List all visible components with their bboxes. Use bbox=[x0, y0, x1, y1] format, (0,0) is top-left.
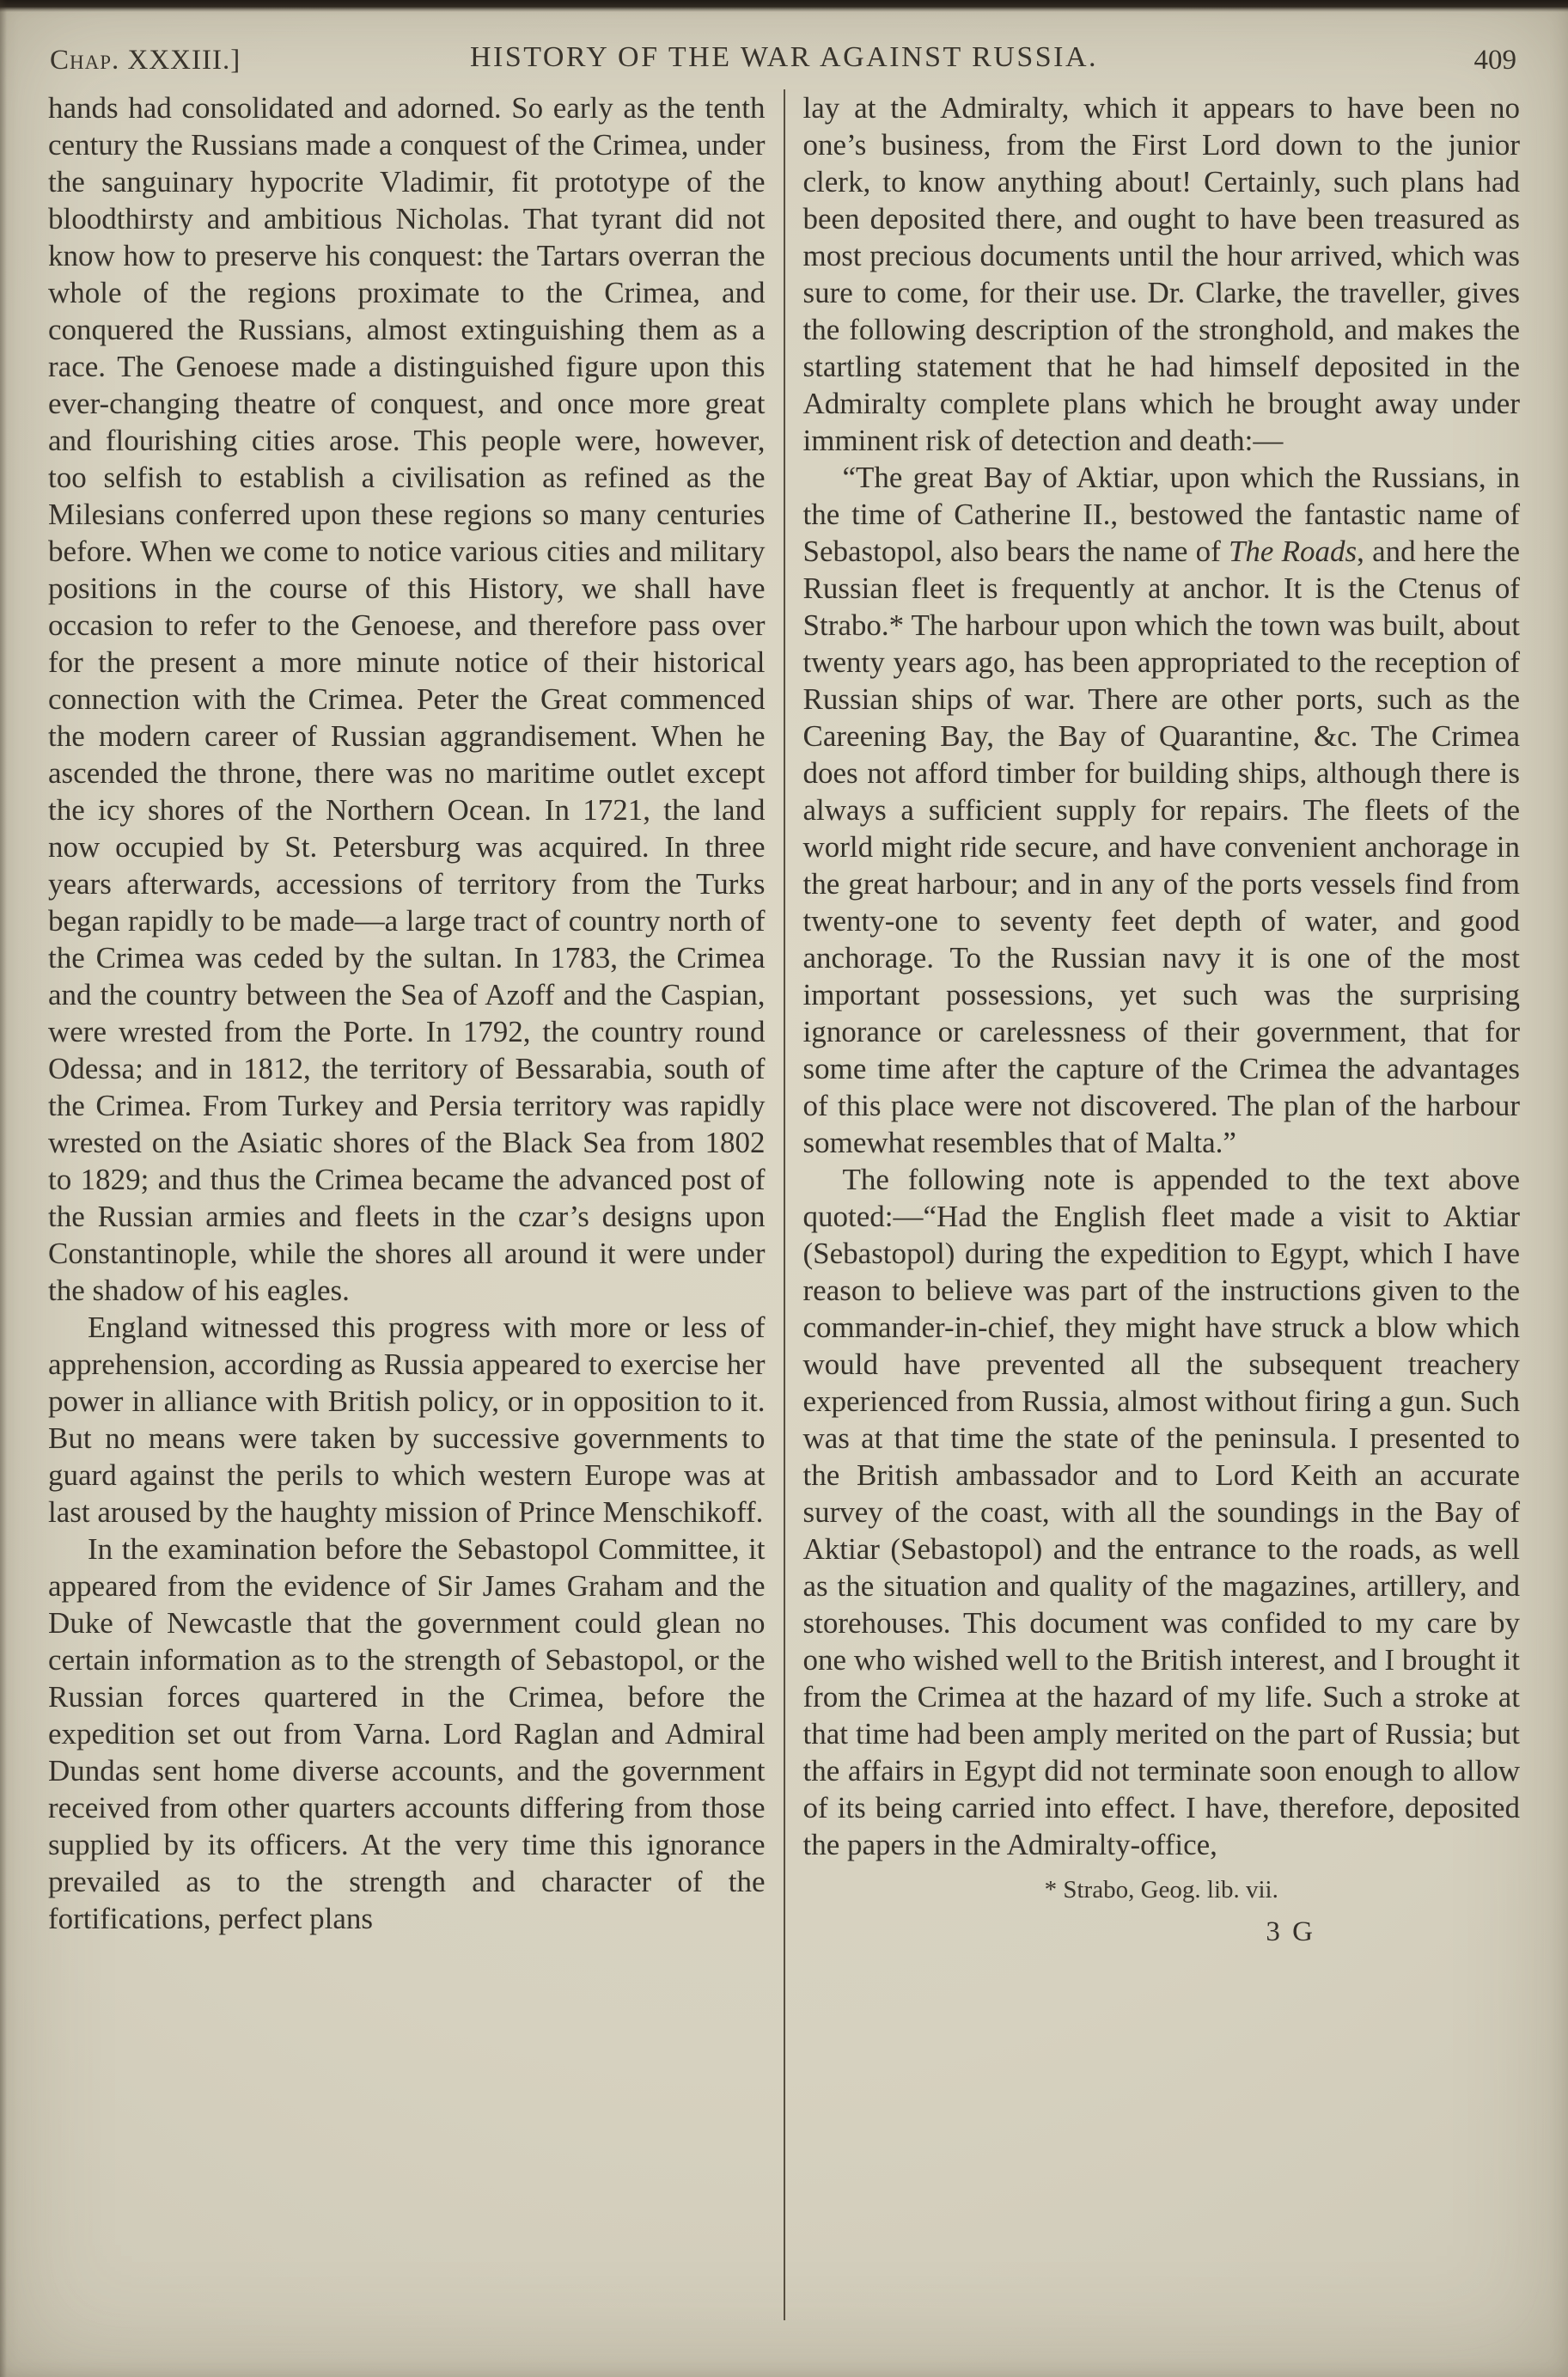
text-run: England witnessed this progress with more or less of apprehension, according as Russia appeared to exercise her power in alliance with British policy, or in opposition to it. But no means were taken by successive governments to guard against the perils to which western Europe was at last aroused by the haughty mission of Prince Menschikoff. bbox=[48, 1311, 766, 1529]
chapter-label: Chap. XXXIII.] bbox=[50, 45, 241, 76]
paragraph bbox=[48, 1309, 766, 1531]
text-run: The following note is appended to the text above quoted:—“Had the English fleet made a visit to Aktiar (Sebastopol) during the expedition to Egypt, which I have reason to believe was part of the instructions given to the commander-in-chief, they might have struck a blow which would have prevented all the subsequent treachery experienced from Russia, almost without firing a gun. Such was at that time the state of the peninsula. I presented to the British ambassador and to Lord Keith an accurate survey of the coast, with all the soundings in the Bay of Aktiar (Sebastopol) and the entrance to the roads, as well as the situation and quality of the magazines, artillery, and storehouses. This document was confided to my care by one who wished well to the British interest, and I brought it from the Crimea at the hazard of my life. Such a stroke at that time had been amply merited on the part of Russia; but the affairs in Egypt did not terminate soon enough to allow of its being carried into effect. I have, therefore, deposited the papers in the Admiralty-office, bbox=[802, 1163, 1520, 1861]
scan-edge-left bbox=[0, 0, 7, 2377]
text-run: lay at the Admiralty, which it appears to have been no one’s business, from the First Lord down to the junior clerk, to know anything about! Certainly, such plans had been deposited there, and ought to have been treasured as most precious documents until the hour arrived, which was sure to come, for their use. Dr. Clarke, the traveller, gives the following description of the stronghold, and makes the startling statement that he had himself deposited in the Admiralty complete plans which he brought away under imminent risk of detection and death:— bbox=[802, 91, 1520, 457]
text-run: , and here the Russian fleet is frequently at anchor. It is the Ctenus of Strabo.* The harbour upon which the town was built, about twenty years ago, has been appropriated to the reception of Russian ships of war. There are other ports, such as the Careening Bay, the Bay of Quarantine, &c. The Crimea does not afford timber for building ships, although there is always a sufficient supply for repairs. The fleets of the world might ride secure, and have convenient anchorage in the great harbour; and in any of the ports vessels find from twenty-one to seventy feet depth of water, and good anchorage. To the Russian navy it is one of the most important possessions, yet such was the surprising ignorance or carelessness of their government, that for some time after the capture of the Crimea the advantages of this place were not discovered. The plan of the harbour somewhat resembles that of Malta.” bbox=[802, 535, 1521, 1159]
text-run: hands had consolidated and adorned. So early as the tenth century the Russians made a conquest of the Crimea, under the sanguinary hypocrite Vladimir, fit prototype of the bloodthirsty and ambitious Nicholas. That tyrant did not know how to preserve his conquest: the Tartars overran the whole of the regions proximate to the Crimea, and conquered the Russians, almost extinguishing them as a race. The Genoese made a distinguished figure upon this ever-changing theatre of conquest, and once more great and flourishing cities arose. This people were, however, too selfish to establish a civilisation as refined as the Milesians conferred upon these regions so many centuries before. When we come to notice various cities and military positions in the course of this History, we shall have occasion to refer to the Genoese, and therefore pass over for the present a more minute notice of their historical connection with the Crimea. Peter the Great commenced the modern career of Russian aggrandisement. When he ascended the throne, there was no maritime outlet except the icy shores of the Northern Ocean. In 1721, the land now occupied by St. Petersburg was acquired. In three years afterwards, accessions of territory from the Turks began rapidly to be made—a large tract of country north of the Crimea was ceded by the sultan. In 1783, the Crimea and the country between the Sea of Azoff and the Caspian, were wrested from the Porte. In 1792, the country round Odessa; and in 1812, the territory of Bessarabia, south of the Crimea. From Turkey and Persia territory was rapidly wrested on the Asiatic shores of the Black Sea from 1802 to 1829; and thus the Crimea became the advanced post of the Russian armies and fleets in the czar’s designs upon Constantinople, while the shores all around it were under the shadow of his eagles. bbox=[48, 91, 766, 1307]
text-run: In the examination before the Sebastopol Committee, it appeared from the evidence of Sir James Graham and the Duke of Newcastle that the government could glean no certain information as to the strength of Sebastopol, or the Russian forces quartered in the Crimea, before the expedition set out from Varna. Lord Raglan and Admiral Dundas sent home diverse accounts, and the government received from other quarters accounts differing from those supplied by its officers. At the very time this ignorance prevailed as to the strength and character of the fortifications, perfect plans bbox=[48, 1532, 766, 1935]
text-run: The Roads bbox=[1228, 535, 1358, 568]
right-column bbox=[803, 89, 1521, 2320]
text-columns bbox=[48, 89, 1520, 2320]
column-divider bbox=[784, 89, 785, 2320]
page-number: 409 bbox=[1473, 45, 1516, 76]
right-column-text bbox=[803, 89, 1521, 1863]
paragraph bbox=[48, 89, 766, 1309]
paragraph bbox=[803, 89, 1521, 459]
paragraph bbox=[803, 1161, 1521, 1863]
running-title: HISTORY OF THE WAR AGAINST RUSSIA. bbox=[469, 41, 1099, 73]
left-column bbox=[48, 89, 766, 2320]
paragraph bbox=[48, 1531, 766, 1937]
footnote: * Strabo, Geog. lib. vii. bbox=[1044, 1876, 1278, 1903]
paragraph bbox=[803, 459, 1521, 1161]
text-run: “The great Bay of Aktiar, upon which the Russians, in the time of Catherine II., bestowed the fantastic name of Sebastopol, also bears the name of bbox=[802, 461, 1520, 568]
page-header bbox=[48, 0, 1520, 86]
signature-mark: 3 G bbox=[1266, 1916, 1315, 1947]
